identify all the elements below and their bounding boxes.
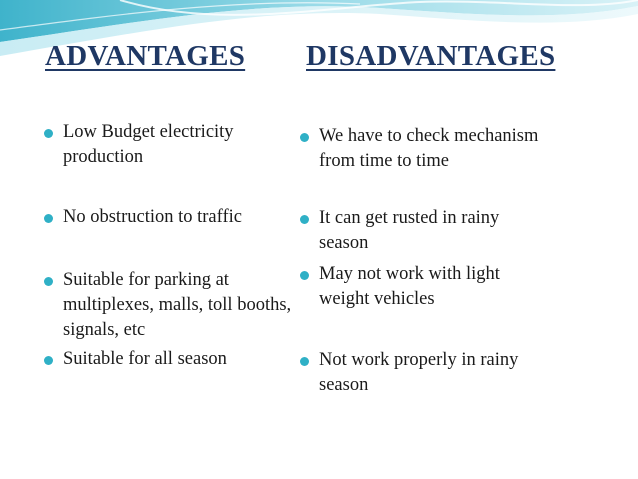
- advantages-heading: ADVANTAGES: [45, 40, 246, 72]
- bullet-dot-icon: [300, 215, 309, 224]
- advantage-text: Suitable for parking at multiplexes, malls, toll booths, signals, etc: [63, 270, 292, 340]
- advantage-item: [44, 268, 293, 343]
- disadvantage-text: Not work properly in rainy season: [319, 350, 519, 395]
- disadvantage-text: It can get rusted in rainy season: [319, 208, 500, 253]
- bullet-dot-icon: [300, 133, 309, 142]
- bullet-dot-icon: [300, 271, 309, 280]
- advantage-text: Suitable for all season: [63, 349, 227, 369]
- advantage-item: [44, 120, 293, 170]
- advantage-text: No obstruction to traffic: [63, 207, 242, 227]
- disadvantage-item: [300, 206, 549, 256]
- disadvantage-item: [300, 348, 549, 398]
- advantage-item: [44, 205, 293, 230]
- advantage-text: Low Budget electricity production: [63, 122, 234, 167]
- bullet-dot-icon: [44, 356, 53, 365]
- disadvantage-item: [300, 124, 549, 174]
- bullet-dot-icon: [44, 277, 53, 286]
- advantage-item: [44, 347, 293, 372]
- disadvantage-item: [300, 262, 549, 312]
- disadvantage-text: We have to check mechanism from time to time: [319, 126, 539, 171]
- bullet-dot-icon: [300, 357, 309, 366]
- bullet-dot-icon: [44, 214, 53, 223]
- disadvantages-heading: DISADVANTAGES: [306, 40, 556, 72]
- bullet-dot-icon: [44, 129, 53, 138]
- disadvantage-text: May not work with light weight vehicles: [319, 264, 500, 309]
